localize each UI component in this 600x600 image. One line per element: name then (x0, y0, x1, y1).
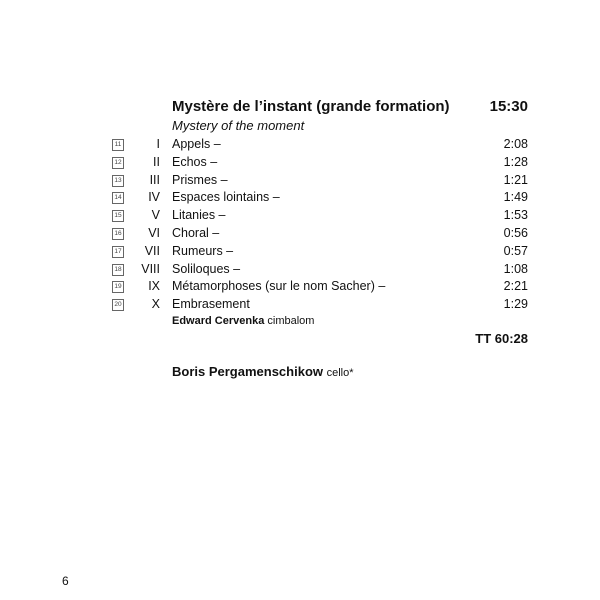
movement-duration: 1:21 (503, 172, 528, 187)
movement-number: III (149, 172, 160, 187)
track-number-box: 16 (112, 228, 124, 240)
movement-number: V (151, 208, 160, 223)
movement-number: I (156, 137, 160, 151)
track-row (112, 278, 528, 295)
movement-number: VI (148, 226, 160, 240)
track-row (112, 189, 528, 206)
track-number-box: 13 (112, 175, 124, 187)
soloist-instrument: cello* (326, 367, 354, 379)
work-subtitle: Mystery of the moment (172, 118, 305, 133)
track-number-box: 12 (112, 157, 124, 169)
track-number-box: 11 (112, 139, 124, 151)
work-title: Mystère de l’instant (grande formation) (172, 98, 450, 115)
movement-duration: 1:29 (503, 297, 528, 312)
movement-duration: 1:28 (503, 154, 528, 169)
movement-number: X (151, 297, 160, 312)
soloist-credit (172, 364, 354, 381)
movement-title: Choral – (172, 226, 220, 240)
movement-duration: 2:21 (503, 279, 528, 294)
track-row (112, 154, 528, 171)
track-number-box: 15 (112, 210, 124, 222)
movement-title: Soliloques – (172, 261, 241, 276)
movement-duration: 2:08 (503, 137, 528, 151)
movement-title: Litanies – (172, 208, 226, 223)
track-number-box: 19 (112, 281, 124, 293)
track-number-box: 18 (112, 264, 124, 276)
performer-credit (172, 315, 314, 328)
movement-number: VII (144, 243, 160, 258)
performer-name: Edward Cervenka (172, 315, 265, 327)
track-row (112, 225, 528, 242)
movement-duration: 0:57 (503, 243, 528, 258)
track-row (112, 136, 528, 153)
movement-duration: 1:53 (503, 208, 528, 223)
movement-title: Prismes – (172, 172, 228, 187)
movement-number: VIII (141, 261, 160, 276)
soloist-name: Boris Pergamenschikow (172, 364, 323, 379)
performer-instrument: cimbalom (267, 315, 315, 327)
movement-title: Espaces lointains – (172, 190, 280, 205)
work-duration: 15:30 (489, 98, 528, 115)
page-number: 6 (62, 574, 69, 588)
track-row (112, 243, 528, 260)
track-row (112, 261, 528, 278)
track-number-box: 20 (112, 299, 124, 311)
track-row (112, 207, 528, 224)
movement-number: IX (148, 279, 160, 294)
movement-number: II (153, 154, 160, 169)
movement-title: Métamorphoses (sur le nom Sacher) – (172, 279, 386, 294)
movement-duration: 0:56 (503, 226, 528, 240)
track-number-box: 14 (112, 192, 124, 204)
movement-title: Appels – (172, 137, 221, 151)
movement-duration: 1:49 (503, 190, 528, 205)
movement-title: Echos – (172, 154, 218, 169)
track-row (112, 296, 528, 313)
movement-title: Embrasement (172, 297, 250, 312)
total-time: TT 60:28 (475, 331, 528, 346)
movement-duration: 1:08 (503, 261, 528, 276)
movement-number: IV (148, 190, 160, 205)
track-number-box: 17 (112, 246, 124, 258)
track-row (112, 172, 528, 189)
movement-title: Rumeurs – (172, 243, 234, 258)
